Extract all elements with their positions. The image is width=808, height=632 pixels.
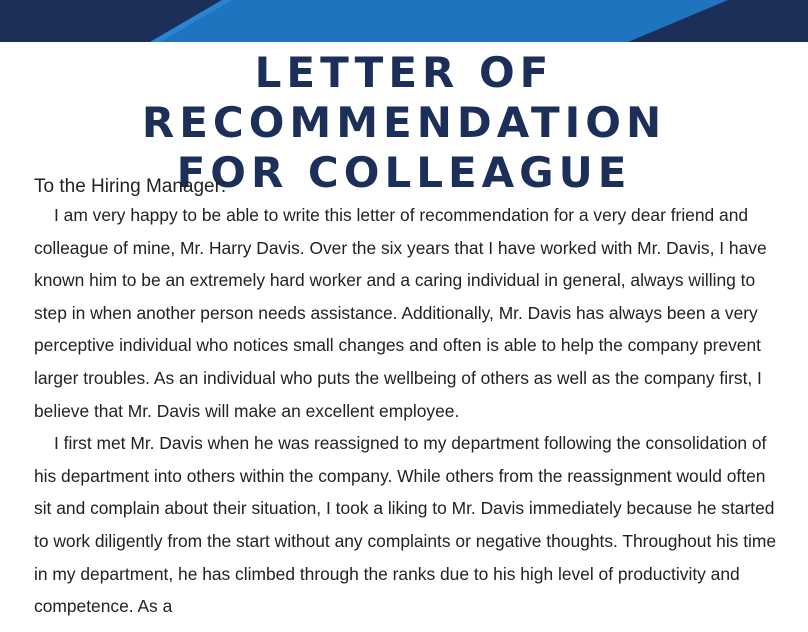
title-line-1: LETTER OF RECOMMENDATION xyxy=(141,48,667,147)
banner-blue-band xyxy=(150,0,728,42)
banner-blue-stripe xyxy=(0,0,808,42)
title-line-2: FOR COLLEAGUE xyxy=(176,148,632,197)
header-banner xyxy=(0,0,808,42)
letter-body xyxy=(34,174,784,623)
salutation: To the Hiring Manager: xyxy=(34,176,227,197)
body-paragraph-1: I am very happy to be able to write this letter of recommendation for a very dear friend and colleague of mine, Mr. Harry Davis. Over the six years that I have worked with Mr. Davis, I have known him to be an extremely hard worker and a caring individual in general, always willing to step in when another person needs assistance. Additionally, Mr. Davis has always been a very perceptive individual who notices small changes and often is able to help the company prevent larger troubles. As an individual who puts the wellbeing of others as well as the company first, I believe that Mr. Davis will make an excellent employee. xyxy=(34,205,767,421)
body-paragraph-2: I first met Mr. Davis when he was reassigned to my department following the consolidation of his department into others within the company. While others from the reassignment would often sit and complain about their situation, I took a liking to Mr. Davis immediately because he started to work diligently from the start without any complaints or negative thoughts. Throughout his time in my department, he has climbed through the ranks due to his high level of productivity and competence. As a xyxy=(34,433,777,617)
